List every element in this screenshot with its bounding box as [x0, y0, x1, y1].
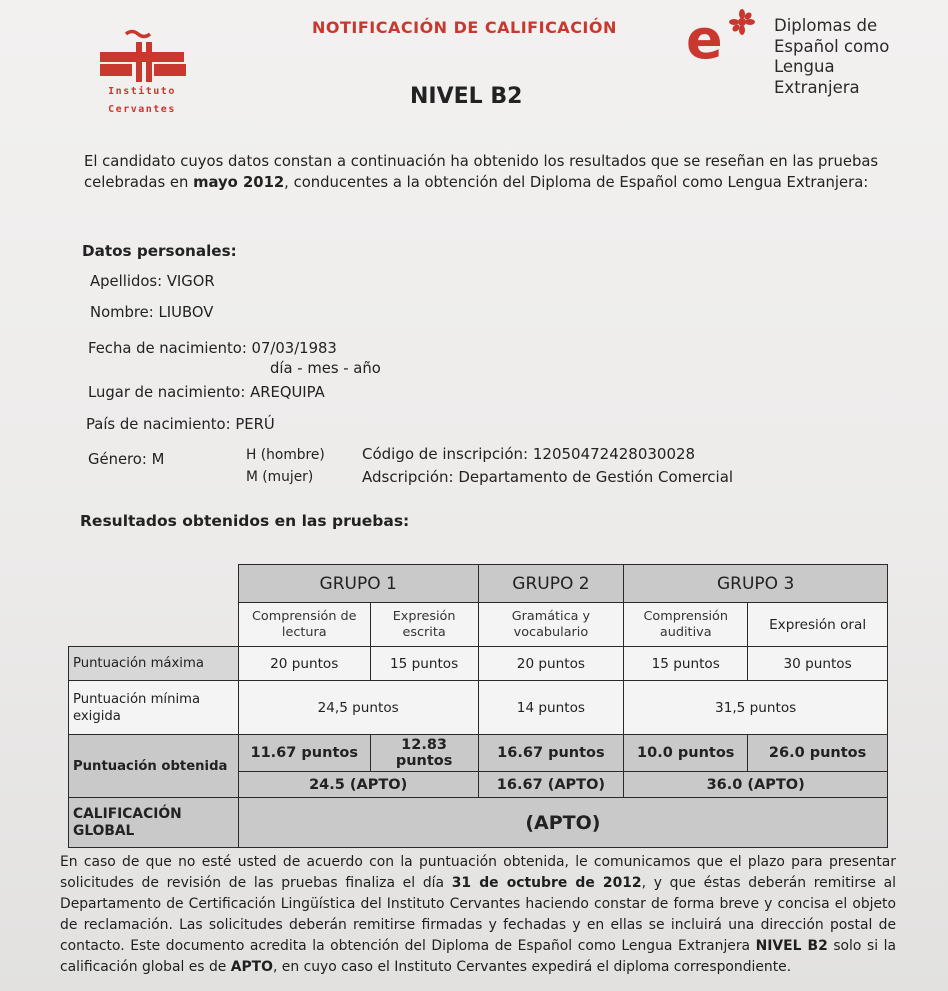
footer-text: solo si la calificación global es de — [60, 938, 897, 975]
footer-text: En caso de que no esté usted de acuerdo con la puntuación obtenida, le comunicamos que el plazo para presentar solicitudes de revisión de las pruebas finaliza el día — [60, 854, 896, 891]
gender-row — [88, 451, 164, 468]
row-label-max: Puntuación máxima — [69, 647, 239, 681]
intro-text-before: El candidato cuyos datos constan a continuación ha obtenido los resultados que se reseñan en las pruebas celebradas en — [84, 153, 879, 191]
table-cell: 16.67 puntos — [478, 735, 624, 772]
intro-text-after: , conducentes a la obtención del Diploma de Español como Lengua Extranjera: — [284, 173, 869, 191]
country-value: PERÚ — [235, 416, 275, 433]
table-cell: 11.67 puntos — [238, 735, 370, 772]
group-header: GRUPO 2 — [478, 565, 624, 603]
dele-name — [774, 16, 889, 98]
birthplace-row — [88, 384, 325, 401]
footer-text: , en cuyo caso el Instituto Cervantes expedirá el diploma correspondiente. — [272, 959, 792, 975]
row-label-min: Puntuación mínima exigida — [69, 681, 239, 735]
global-grade-value: (APTO) — [238, 798, 887, 848]
table-cell: 30 puntos — [748, 647, 888, 681]
notification-title: NOTIFICACIÓN DE CALIFICACIÓN — [312, 18, 617, 37]
gender-label: Género: — [88, 451, 147, 468]
surname-row — [90, 273, 215, 290]
table-cell: 20 puntos — [478, 647, 624, 681]
results-table — [68, 564, 888, 848]
birthplace-label: Lugar de nacimiento: — [88, 384, 246, 401]
deadline-date: 31 de octubre de 2012 — [451, 875, 642, 891]
surname-label: Apellidos: — [90, 273, 163, 290]
table-cell: 24,5 puntos — [238, 681, 478, 735]
exam-date: mayo 2012 — [193, 173, 285, 191]
surname-value: VIGOR — [166, 273, 215, 290]
test-header: Expresión oral — [748, 603, 888, 647]
results-heading: Resultados obtenidos en las pruebas: — [80, 512, 410, 530]
table-cell: 10.0 puntos — [624, 735, 748, 772]
birthdate-label: Fecha de nacimiento: — [88, 340, 247, 357]
country-label: País de nacimiento: — [86, 416, 231, 433]
dele-line: Extranjera — [774, 77, 860, 97]
institute-name-line2: Cervantes — [108, 104, 176, 115]
birthdate-row — [88, 340, 337, 357]
registration-code-label: Código de inscripción: — [362, 445, 529, 463]
institute-name-line1: Instituto — [108, 86, 176, 97]
assignment-row — [362, 468, 733, 486]
dele-line: Español como — [774, 36, 890, 56]
birthdate-hint: día - mes - año — [270, 360, 381, 377]
dele-line: Lengua — [774, 57, 835, 76]
test-header: Expresión escrita — [370, 603, 478, 647]
group-total: 16.67 (APTO) — [478, 772, 624, 798]
gender-key-m: M (mujer) — [246, 469, 314, 485]
registration-code-row — [362, 445, 695, 463]
group-header: GRUPO 1 — [238, 565, 478, 603]
table-cell: 31,5 puntos — [624, 681, 888, 735]
test-header: Comprensión de lectura — [238, 603, 370, 647]
test-header: Comprensión auditiva — [624, 603, 748, 647]
table-cell: 15 puntos — [370, 647, 478, 681]
footer-paragraph — [60, 852, 896, 978]
birthdate-value: 07/03/1983 — [251, 340, 337, 357]
test-header: Gramática y vocabulario — [478, 603, 624, 647]
table-cell: 26.0 puntos — [748, 735, 888, 772]
table-cell: 15 puntos — [624, 647, 748, 681]
footer-apto: APTO — [230, 959, 273, 975]
name-label: Nombre: — [90, 304, 154, 321]
dele-logo — [686, 8, 770, 64]
footer-text: , y que éstas deberán remitirse al Departamento de Certificación Lingüística del Instituto Cervantes haciendo constar de forma breve y concisa el objeto de reclamación. Las solicitudes deberán remitirse firmadas y fechadas y en ellas se incluirá una dirección postal de contacto. Este documento acredita la obtención del Diploma de Español como Lengua Extranjera — [60, 875, 897, 954]
name-value: LIUBOV — [158, 304, 214, 321]
dele-line: Diplomas de — [774, 16, 878, 35]
gender-key-h: H (hombre) — [246, 447, 325, 463]
row-label-obtained: Puntuación obtenida — [69, 735, 239, 798]
global-grade-label: CALIFICACIÓN GLOBAL — [69, 798, 239, 848]
name-row — [90, 304, 213, 321]
footer-level: NIVEL B2 — [755, 938, 828, 954]
gender-value: M — [151, 451, 165, 468]
assignment-label: Adscripción: — [362, 468, 454, 486]
table-cell: 20 puntos — [238, 647, 370, 681]
intro-paragraph — [84, 152, 884, 193]
table-corner — [69, 603, 239, 647]
level-title: NIVEL B2 — [410, 84, 523, 109]
personal-data-heading: Datos personales: — [82, 242, 237, 260]
group-header: GRUPO 3 — [624, 565, 888, 603]
country-row — [86, 416, 275, 433]
table-cell: 12.83 puntos — [370, 735, 478, 772]
assignment-value: Departamento de Gestión Comercial — [458, 468, 734, 486]
table-corner — [69, 565, 239, 603]
svg-text:e: e — [686, 8, 723, 64]
table-cell: 14 puntos — [478, 681, 624, 735]
group-total: 36.0 (APTO) — [624, 772, 888, 798]
birthplace-value: AREQUIPA — [250, 384, 325, 401]
group-total: 24.5 (APTO) — [238, 772, 478, 798]
registration-code-value: 12050472428030028 — [532, 445, 696, 463]
